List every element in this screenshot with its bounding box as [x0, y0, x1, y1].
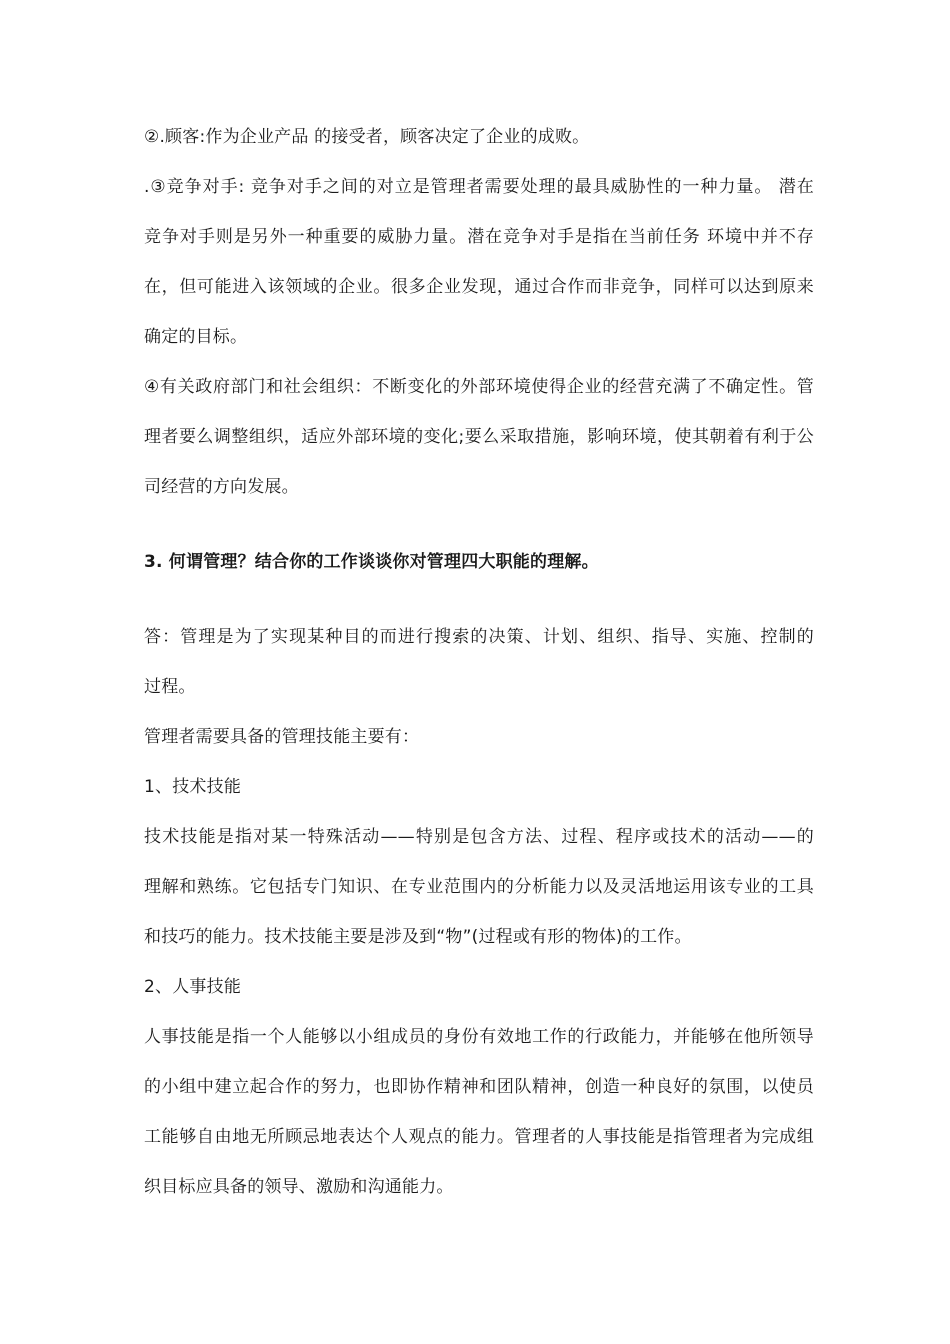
paragraph-competitor-line-3: 在，但可能进入该领域的企业。很多企业发现，通过合作而非竞争，同样可以达到原来 [144, 277, 814, 297]
question-heading: 3. 何谓管理？结合你的工作谈谈你对管理四大职能的理解。 [144, 552, 599, 572]
skill-1-line-1: 技术技能是指对某一特殊活动——特别是包含方法、过程、程序或技术的活动——的 [144, 827, 814, 847]
paragraph-government-line-1: ④有关政府部门和社会组织：不断变化的外部环境使得企业的经营充满了不确定性。管 [144, 377, 814, 397]
skill-2-line-2: 的小组中建立起合作的努力，也即协作精神和团队精神，创造一种良好的氛围，以使员 [144, 1077, 814, 1097]
skill-2-title: 2、人事技能 [144, 977, 242, 997]
skill-1-line-3: 和技巧的能力。技术技能主要是涉及到“物”(过程或有形的物体)的工作。 [144, 927, 692, 947]
paragraph-competitor-line-2: 竞争对手则是另外一种重要的威胁力量。潜在竞争对手是指在当前任务 环境中并不存 [144, 227, 814, 247]
paragraph-competitor-line-4: 确定的目标。 [144, 327, 248, 347]
paragraph-government-line-3: 司经营的方向发展。 [144, 477, 299, 497]
skill-2-line-4: 织目标应具备的领导、激励和沟通能力。 [144, 1177, 454, 1197]
skill-2-line-1: 人事技能是指一个人能够以小组成员的身份有效地工作的行政能力，并能够在他所领导 [144, 1027, 814, 1047]
answer-line-1: 答：管理是为了实现某种目的而进行搜索的决策、计划、组织、指导、实施、控制的 [144, 627, 814, 647]
paragraph-government-line-2: 理者要么调整组织，适应外部环境的变化;要么采取措施，影响环境，使其朝着有利于公 [144, 427, 814, 447]
skills-intro: 管理者需要具备的管理技能主要有： [144, 727, 420, 747]
paragraph-customer: ②.顾客:作为企业产品 的接受者，顾客决定了企业的成败。 [144, 127, 590, 147]
answer-line-2: 过程。 [144, 677, 196, 697]
skill-1-line-2: 理解和熟练。它包括专门知识、在专业范围内的分析能力以及灵活地运用该专业的工具 [144, 877, 814, 897]
skill-2-line-3: 工能够自由地无所顾忌地表达个人观点的能力。管理者的人事技能是指管理者为完成组 [144, 1127, 814, 1147]
paragraph-competitor-line-1: .③竞争对手: 竞争对手之间的对立是管理者需要处理的最具威胁性的一种力量。 潜在 [144, 177, 814, 197]
skill-1-title: 1、技术技能 [144, 777, 242, 797]
